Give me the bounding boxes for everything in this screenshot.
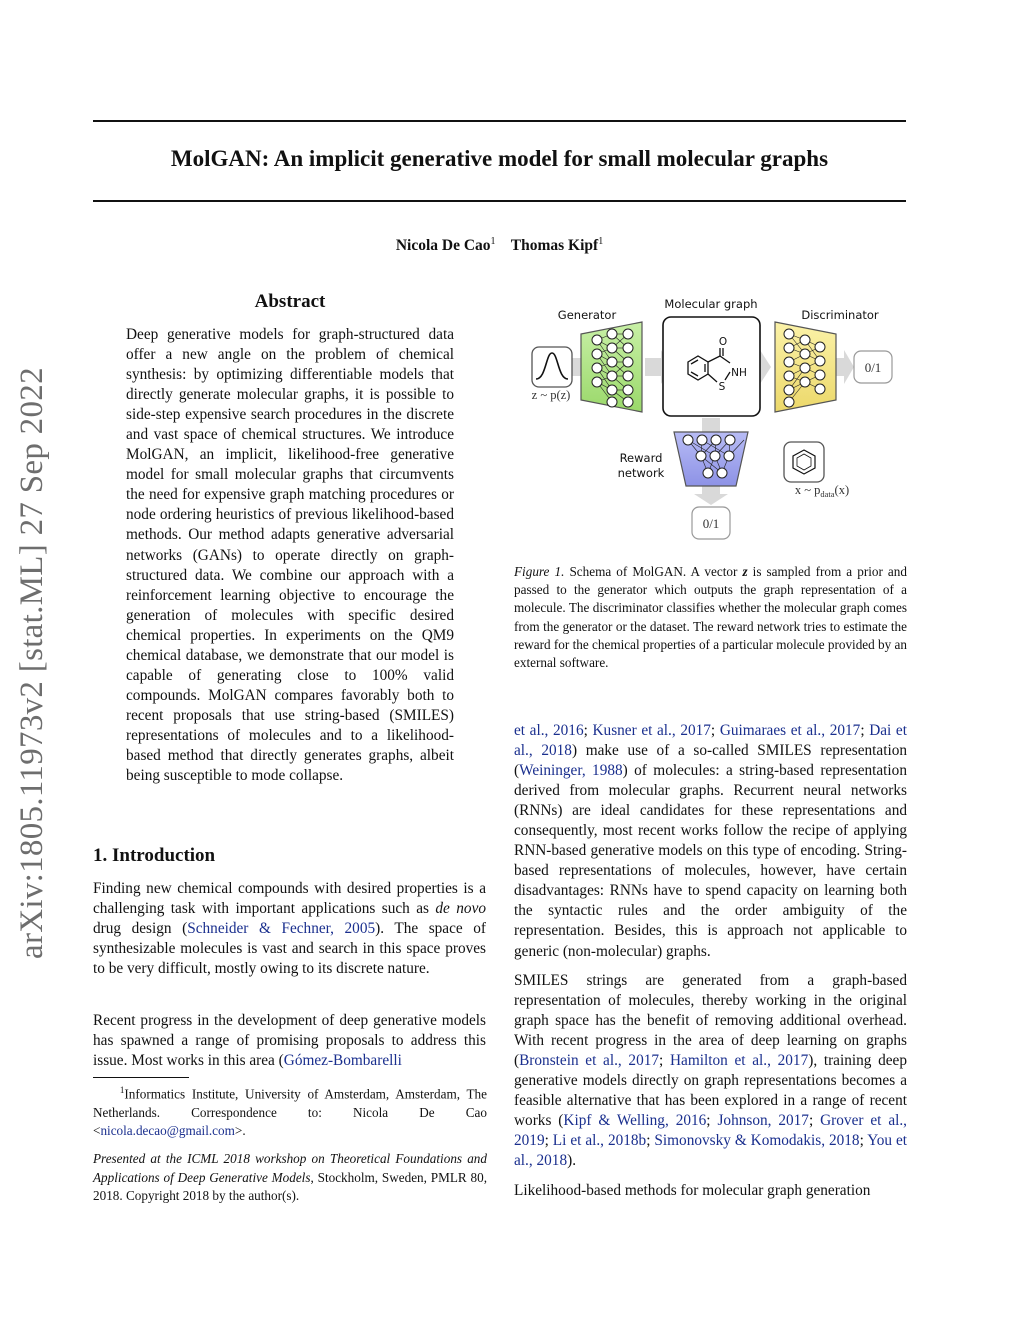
affiliation-mark: 1: [598, 236, 604, 247]
generator-network: [581, 322, 642, 412]
discriminator-label: Discriminator: [801, 308, 879, 322]
separator: ;: [706, 1112, 718, 1130]
abstract-text: Deep generative models for graph-structured data offer a new angle on the problem of chemical synthesis: by optimizing differentiable models that directly generate molecular graphs, it is possible to side-step expensive search procedures in the discrete and vast space of chemical structures. We introduce MolGAN, an implicit, likelihood-free generative model for small molecular graphs that circumvents the need for expensive graph matching procedures or node ordering heuristics of previous likelihood-based methods. Our method adapts generative adversarial networks (GANs) to operate directly on graph-structured data. We combine our approach with a reinforcement learning objective to encourage the generation of molecules with specific desired chemical properties. In experiments on the QM9 chemical database, we demonstrate that our model is capable of generating close to 100% valid compounds. MolGAN compares favorably both to recent proposals that use string-based (SMILES) representations of molecules and to a likelihood-based method that directly generates graphs, albeit being susceptible to mode collapse.: [126, 326, 454, 785]
citation-link[interactable]: Grover et al., 2019: [514, 1112, 908, 1150]
molecular-graph-label: Molecular graph: [664, 297, 758, 311]
footnote-mark: 1: [119, 1085, 125, 1095]
separator: ;: [860, 722, 870, 739]
reward-label: Reward: [619, 451, 663, 465]
top-rule: [93, 120, 906, 122]
text-run: Recent progress in the development of deep generative models has spawned a range of promising proposals to address this issue. Most works in this area (: [93, 1012, 486, 1070]
citation-link[interactable]: Kipf & Welling, 2016: [563, 1112, 707, 1130]
text-run: ).: [567, 1152, 577, 1170]
paper-title: MolGAN: An implicit generative model for small molecular graphs: [170, 146, 829, 171]
separator: ;: [544, 1132, 553, 1150]
author-name: Thomas Kipf: [510, 237, 599, 255]
text-run-italic: de novo: [435, 900, 487, 918]
reward-network: [674, 432, 748, 486]
text-run: ), training deep generative models directly on graph representations becomes a feasible alternative that has been explored in a range of recent works (: [514, 1052, 908, 1130]
atom-sulfur: S: [718, 381, 726, 393]
right-paragraph-1: [514, 721, 907, 962]
intro-paragraph-2: [93, 1011, 486, 1071]
citation-link[interactable]: Dai et al., 2018: [514, 722, 907, 760]
citation-link[interactable]: Weininger, 1988: [519, 762, 623, 780]
text-run: SMILES strings are generated from a graph-based representation of molecules, thereby working in the original graph space has the benefit of removing additional overhead. With recent progress in the area of deep learning on graphs (: [514, 972, 907, 1070]
separator: ;: [808, 1112, 821, 1130]
section-heading-introduction: 1. Introduction: [93, 845, 216, 866]
text-run-italic: Presented at the ICML 2018 workshop on Theoretical Foundations and Applications of Deep Generative Models: [93, 1151, 487, 1185]
text-run: ). The space of synthesizable molecules is vast and search in this space proves to be very difficult, mostly owing to its discrete nature.: [93, 920, 487, 978]
discriminator-network: [775, 322, 836, 412]
abstract-heading: Abstract: [254, 291, 326, 312]
label-part: x ~ p: [794, 483, 821, 497]
text-run: drug design (: [93, 920, 188, 938]
text-run-bold: z: [742, 564, 748, 579]
reward-label: network: [617, 466, 665, 480]
text-run: Informatics Institute, University of Amsterdam, Amsterdam, The Netherlands. Correspondence to: Nicola De Cao <: [93, 1086, 488, 1139]
citation-link[interactable]: You et al., 2018: [514, 1132, 907, 1170]
separator: ;: [646, 1132, 655, 1150]
text-run: Schema of MolGAN. A vector: [564, 564, 743, 579]
data-distribution-label: [795, 483, 849, 499]
prior-distribution-box: [532, 347, 572, 387]
reward-output-value: 0/1: [702, 516, 720, 531]
citation-link[interactable]: Kusner et al., 2017: [592, 722, 711, 739]
text-run: >.: [234, 1123, 246, 1139]
right-paragraph-2: [514, 971, 907, 1171]
text-run: , Stockholm, Sweden, PMLR 80, 2018. Copyright 2018 by the author(s).: [93, 1169, 487, 1203]
molgan-schema-figure: [520, 290, 910, 545]
citation-link[interactable]: Hamilton et al., 2017: [670, 1052, 809, 1070]
citation-link[interactable]: Schneider & Fechner, 2005: [187, 920, 376, 938]
citation-link[interactable]: Bronstein et al., 2017: [519, 1052, 660, 1070]
text-run: Finding new chemical compounds with desired properties is a challenging task with important applications such as: [93, 880, 486, 918]
label-part: (x): [834, 483, 850, 497]
separator: ;: [859, 1132, 868, 1150]
separator: ;: [710, 722, 720, 739]
citation-link[interactable]: Li et al., 2018b: [552, 1132, 647, 1150]
arxiv-identifier: arXiv:1805.11973v2 [stat.ML] 27 Sep 2022: [14, 367, 50, 959]
separator: ;: [583, 722, 593, 739]
email-link[interactable]: nicola.decao@gmail.com: [100, 1123, 235, 1139]
citation-link[interactable]: Simonovsky & Komodakis, 2018: [654, 1132, 860, 1150]
separator: ;: [659, 1052, 670, 1070]
title-bottom-rule: [93, 200, 906, 202]
author-name: Nicola De Cao: [395, 237, 491, 255]
discriminator-output-value: 0/1: [864, 360, 882, 375]
text-run: is sampled from a prior and passed to the generator which outputs the graph representation of a molecule. The discriminator classifies whether the molecular graph comes from the generator or the dataset. The reward network tries to estimate the reward for the chemical properties of a particular molecule provided by an external software.: [514, 564, 907, 671]
text-run: ) of molecules: a string-based representation derived from molecular graphs. Recurrent neural networks (RNNs) are ideal candidates for these representations and consequently, most recent works follow the recipe of applying RNN-based generative models on this type of encoding. String-based representations of molecules, however, have certain disadvantages: RNNs have to spend capacity on learning both the syntactic rules and the order ambiguity of the representation. Besides, this is approach not applicable to generic (non-molecular) graphs.: [514, 762, 907, 960]
citation-link[interactable]: Guimaraes et al., 2017: [719, 722, 861, 739]
generator-label: Generator: [557, 308, 617, 322]
figure-caption: [514, 563, 907, 672]
data-sample-box: [784, 442, 824, 482]
label-subscript: data: [820, 489, 835, 499]
atom-nh: NH: [731, 367, 747, 379]
affiliation-footnote: [93, 1081, 487, 1141]
author-list: [93, 236, 906, 255]
z-prior-label: z ~ p(z): [531, 388, 571, 402]
venue-footnote: [93, 1150, 487, 1206]
footnote-rule: [93, 1077, 189, 1078]
caption-label: Figure 1.: [514, 564, 565, 579]
right-paragraph-3: Likelihood-based methods for molecular graph generation: [514, 1182, 871, 1199]
citation-link[interactable]: Gómez-Bombarelli: [283, 1052, 402, 1070]
intro-paragraph-1: [93, 879, 486, 979]
affiliation-mark: 1: [490, 236, 496, 247]
citation-link[interactable]: Johnson, 2017: [717, 1112, 809, 1130]
text-run: ) make use of a so-called SMILES representation (: [514, 742, 907, 780]
citation-link[interactable]: et al., 2016: [514, 722, 584, 739]
atom-oxygen: O: [718, 336, 728, 348]
